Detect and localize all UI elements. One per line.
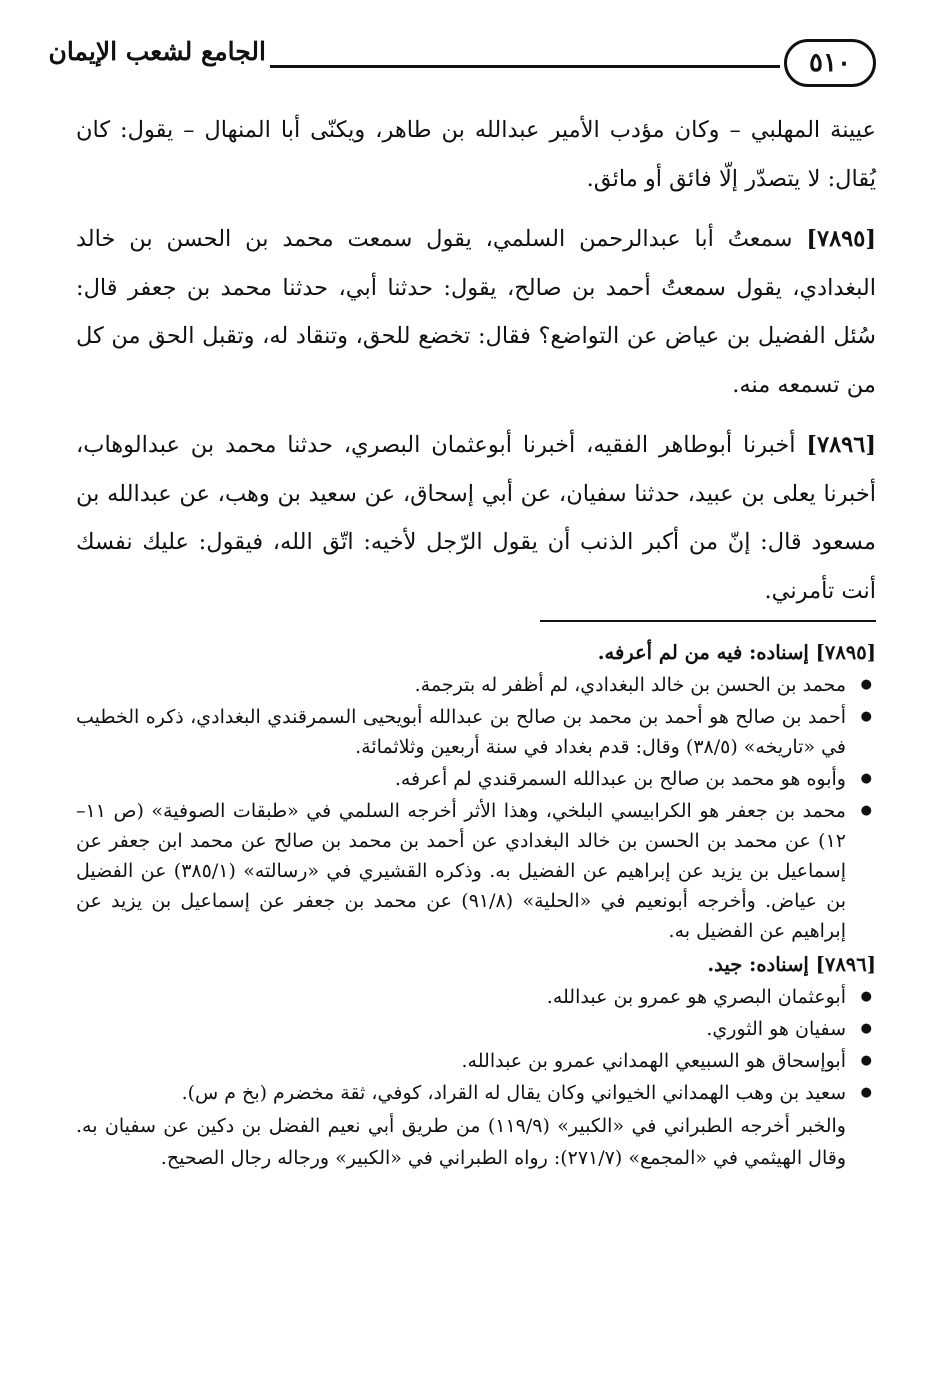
footnotes [76,636,876,1174]
paragraph-7896 [76,421,876,615]
footnote-list-7896 [76,982,876,1108]
list-item: ● محمد بن جعفر هو الكرابيسي البلخي، وهذا الأثر أخرجه السلمي في «طبقات الصوفية» (ص ١١–١٢) عن محمد بن الحسن بن خالد البغدادي عن أحمد بن محمد بن صالح عن محمد ابن جعفر عن إسماعيل بن يزيد عن إبراهيم عن الفضيل به. وذكره القشيري في «رسالته» (٣٨٥/١) عن الفضيل بن عياض. وأخرجه أبونعيم في «الحلية» (٩١/٨) عن محمد بن جعفر عن إسماعيل بن يزيد عن إبراهيم عن الفضيل به. [76,796,846,946]
main-text [76,106,876,627]
paragraph-continuation [76,106,876,203]
running-title: الجامع لشعب الإيمان [48,37,266,66]
list-item: ● أبوإسحاق هو السبيعي الهمداني عمرو بن عبدالله. [76,1046,846,1076]
list-item: ● أحمد بن صالح هو أحمد بن محمد بن صالح بن عبدالله أبويحيى السمرقندي البغدادي، ذكره الخطيب في «تاريخه» (٣٨/٥) وقال: قدم بغداد في سنة أربعين وثلاثمائة. [76,702,846,762]
footnote-label: إسناده: [749,641,809,664]
paragraph-text: أخبرنا أبوطاهر الفقيه، أخبرنا أبوعثمان البصري، حدثنا محمد بن عبدالوهاب، أخبرنا يعلى بن عبيد، حدثنا سفيان، عن أبي إسحاق، عن سعيد بن وهب، عن عبدالله بن مسعود قال: إنّ من أكبر الذنب أن يقول الرّجل لأخيه: اتّق الله، فيقول: عليك نفسك أنت تأمرني. [76,432,876,604]
hadith-number: [٧٨٩٥] [806,226,876,252]
hadith-number: [٧٨٩٦] [806,432,877,458]
footnote-separator [540,620,876,622]
paragraph-text: سمعتُ أبا عبدالرحمن السلمي، يقول سمعت محمد بن الحسن بن خالد البغدادي، يقول سمعتُ أحمد بن صالح، يقول: حدثنا أبي، حدثنا محمد بن جعفر قال: سُئل الفضيل بن عياض عن التواضع؟ فقال: تخضع للحق، وتنقاد له، وتقبل الحق من كل من تسمعه منه. [76,226,876,398]
paragraph-text: عيينة المهلبي – وكان مؤدب الأمير عبدالله بن طاهر، ويكنّى أبا المنهال – يقول: كان يُقال: لا يتصدّر إلّا فائق أو مائق. [76,117,876,192]
footnote-paragraph: والخبر أخرجه الطبراني في «الكبير» (١١٩/٩) من طريق أبي نعيم الفضل بن دكين عن سفيان به. وقال الهيثمي في «المجمع» (٢٧١/٧): رواه الطبراني في «الكبير» ورجاله رجال الصحيح. [76,1115,846,1169]
list-item: ● وأبوه هو محمد بن صالح بن عبدالله السمرقندي لم أعرفه. [76,764,846,794]
list-item: ● سفيان هو الثوري. [76,1014,846,1044]
page-number: ٥١٠ [784,39,876,87]
list-item: ● محمد بن الحسن بن خالد البغدادي، لم أظفر له بترجمة. [76,670,846,700]
footnote-heading-7896 [76,948,876,982]
list-item: ● سعيد بن وهب الهمداني الخيواني وكان يقال له القراد، كوفي، ثقة مخضرم (بخ م س). [76,1078,846,1108]
list-item: ● أبوعثمان البصري هو عمرو بن عبدالله. [76,982,846,1012]
page-header [48,35,876,95]
footnote-grade: جيد. [707,953,743,976]
paragraph-7895 [76,215,876,409]
footnote-number: [٧٨٩٥] [815,641,876,664]
footnote-heading-7895 [76,636,876,670]
footnote-grade: فيه من لم أعرفه. [597,641,743,664]
footnote-label: إسناده: [749,953,809,976]
footnote-list-7895 [76,670,876,946]
header-rule [270,65,780,68]
footnote-number: [٧٨٩٦] [815,953,876,976]
